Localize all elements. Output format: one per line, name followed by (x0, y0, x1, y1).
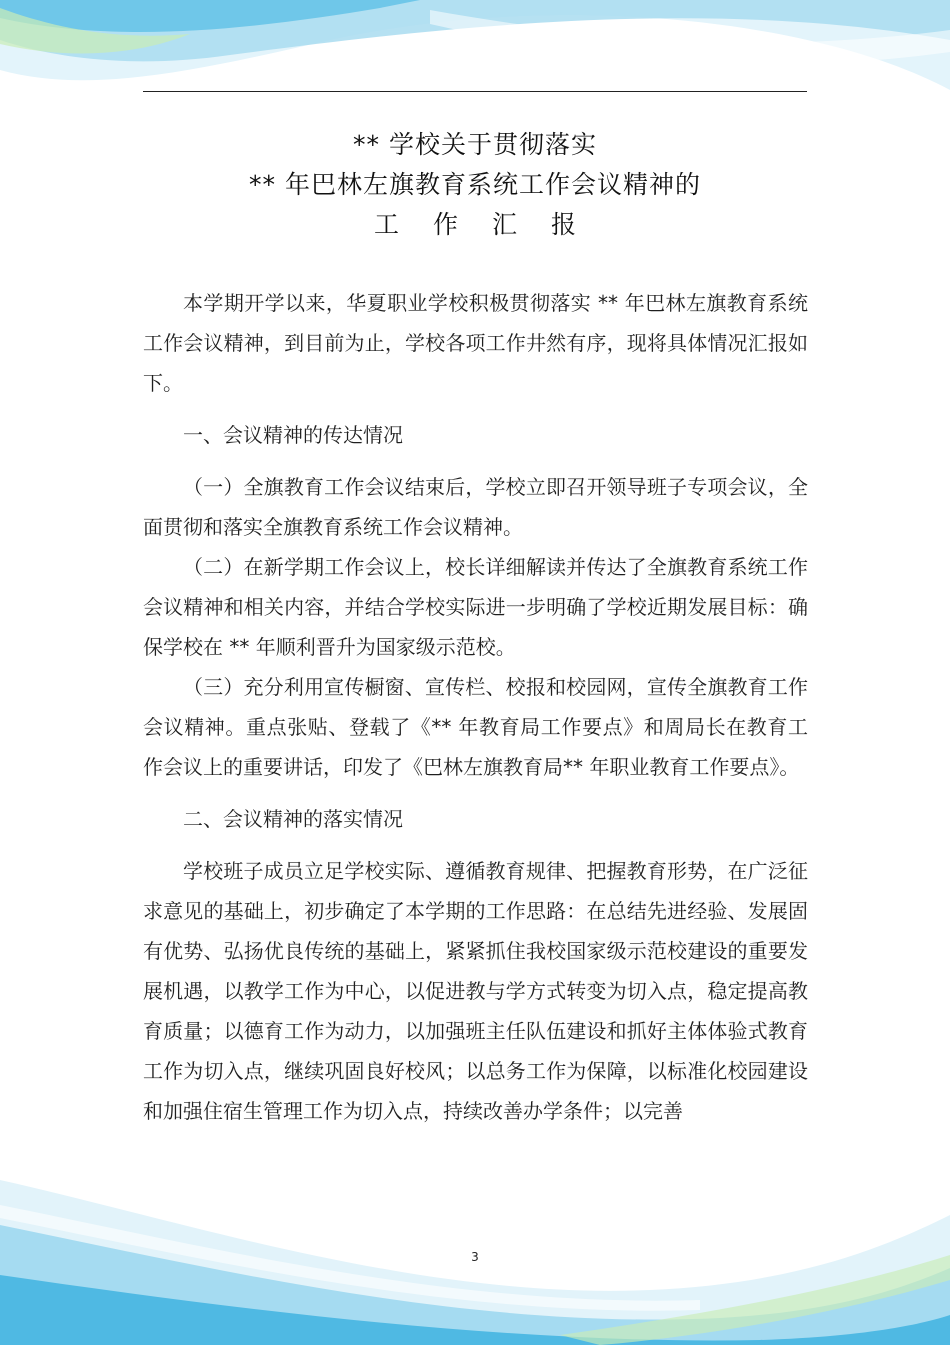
title-line-1: ** 学校关于贯彻落实 (353, 130, 597, 159)
title-line-3: 工作汇报 (373, 210, 610, 239)
header-rule (143, 91, 807, 92)
section-1-item-1: （一）全旗教育工作会议结束后，学校立即召开领导班子专项会议，全面贯彻和落实全旗教育系统工作会议精神。 (143, 475, 808, 539)
document-body (143, 283, 808, 1131)
section-1-item-3: （三）充分利用宣传橱窗、宣传栏、校报和校园网，宣传全旗教育工作会议精神。重点张贴、登载了《** 年教育局工作要点》和周局长在教育工作会议上的重要讲话，印发了《巴林左旗教育局** 年职业教育工作要点》。 (143, 675, 808, 779)
section-2-paragraph: 学校班子成员立足学校实际、遵循教育规律、把握教育形势，在广泛征求意见的基础上，初步确定了本学期的工作思路：在总结先进经验、发展固有优势、弘扬优良传统的基础上，紧紧抓住我校国家级示范校建设的重要发展机遇，以教学工作为中心，以促进教与学方式转变为切入点，稳定提高教育质量；以德育工作为动力，以加强班主任队伍建设和抓好主体体验式教育工作为切入点，继续巩固良好校风；以总务工作为保障，以标准化校园建设和加强住宿生管理工作为切入点，持续改善办学条件；以完善 (143, 859, 808, 1123)
page-number: 3 (471, 1250, 479, 1264)
section-1-item-2: （二）在新学期工作会议上，校长详细解读并传达了全旗教育系统工作会议精神和相关内容，并结合学校实际进一步明确了学校近期发展目标：确保学校在 ** 年顺利晋升为国家级示范校。 (143, 555, 808, 659)
title-line-2: ** 年巴林左旗教育系统工作会议精神的 (249, 170, 701, 199)
section-1-heading: 一、会议精神的传达情况 (183, 423, 403, 447)
section-2-heading: 二、会议精神的落实情况 (183, 807, 403, 831)
intro-paragraph: 本学期开学以来，华夏职业学校积极贯彻落实 ** 年巴林左旗教育系统工作会议精神，到目前为止，学校各项工作井然有序，现将具体情况汇报如下。 (143, 291, 808, 395)
document-title (0, 125, 950, 245)
